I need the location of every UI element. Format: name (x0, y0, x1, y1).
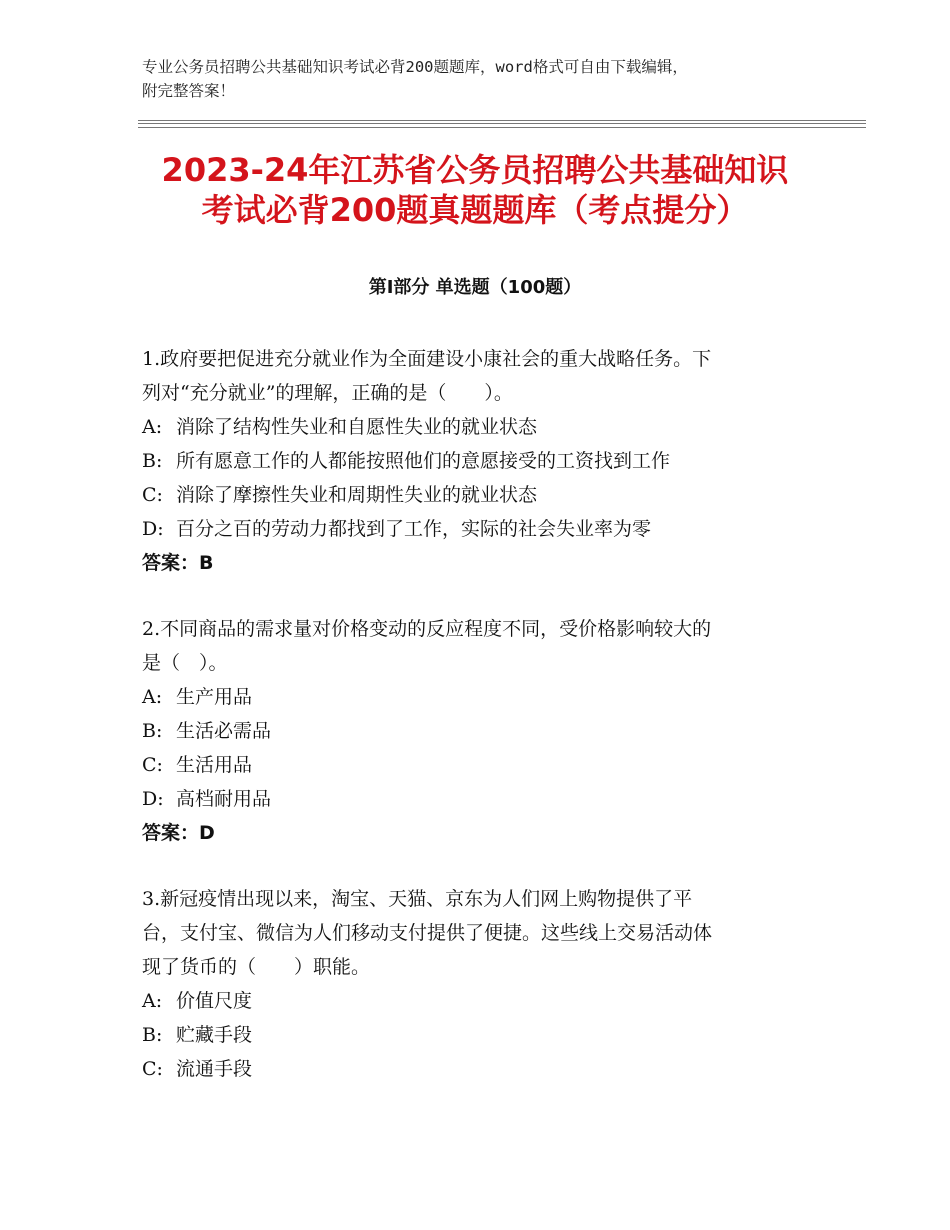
option-letter: C: (142, 1058, 163, 1080)
option-b (142, 1018, 808, 1052)
option-text: 生活用品 (176, 754, 253, 776)
option-letter: A: (142, 686, 163, 708)
section-heading: 第Ⅰ部分 单选题（100题） (368, 277, 582, 298)
document-title-line-1: 2023-24年江苏省公务员招聘公共基础知识 (161, 151, 789, 189)
question-list (142, 342, 808, 1118)
question-2 (142, 612, 808, 850)
option-letter: B: (142, 1024, 163, 1046)
option-text: 流通手段 (176, 1058, 253, 1080)
question-stem-line: 1.政府要把促进充分就业作为全面建设小康社会的重大战略任务。下 (142, 348, 712, 370)
option-letter: A: (142, 990, 163, 1012)
option-text: 所有愿意工作的人都能按照他们的意愿接受的工资找到工作 (176, 450, 671, 472)
question-3 (142, 882, 808, 1086)
question-stem-line: 台，支付宝、微信为人们移动支付提供了便捷。这些线上交易活动体 (142, 922, 713, 944)
option-text: 生活必需品 (176, 720, 272, 742)
option-letter: B: (142, 450, 163, 472)
question-stem-line: 是（ ）。 (142, 652, 228, 674)
option-text: 消除了结构性失业和自愿性失业的就业状态 (176, 416, 538, 438)
option-text: 高档耐用品 (176, 788, 272, 810)
option-letter: A: (142, 416, 163, 438)
option-b (142, 444, 808, 478)
option-letter: D: (142, 518, 164, 540)
option-letter: C: (142, 484, 163, 506)
option-a (142, 680, 808, 714)
option-c (142, 748, 808, 782)
answer-line: 答案：B (142, 552, 214, 574)
option-text: 生产用品 (176, 686, 253, 708)
header-note (142, 55, 822, 103)
header-divider (138, 120, 866, 128)
question-stem-line: 列对“充分就业”的理解，正确的是（ ）。 (142, 382, 513, 404)
option-c (142, 1052, 808, 1086)
question-stem-line: 2.不同商品的需求量对价格变动的反应程度不同，受价格影响较大的 (142, 618, 712, 640)
document-title-line-2: 考试必背200题真题题库（考点提分） (201, 191, 749, 229)
option-text: 价值尺度 (176, 990, 253, 1012)
option-c (142, 478, 808, 512)
header-note-line-2: 附完整答案！ (142, 82, 236, 100)
option-b (142, 714, 808, 748)
option-letter: D: (142, 788, 164, 810)
option-d (142, 512, 808, 546)
question-stem (142, 882, 808, 984)
option-text: 消除了摩擦性失业和周期性失业的就业状态 (176, 484, 538, 506)
option-a (142, 410, 808, 444)
document-title (100, 150, 850, 230)
option-letter: B: (142, 720, 163, 742)
header-note-line-1: 专业公务员招聘公共基础知识考试必背200题题库，word格式可自由下载编辑， (142, 58, 688, 76)
answer-line: 答案：D (142, 822, 215, 844)
option-text: 百分之百的劳动力都找到了工作，实际的社会失业率为零 (176, 518, 652, 540)
option-letter: C: (142, 754, 163, 776)
option-text: 贮藏手段 (176, 1024, 253, 1046)
question-stem (142, 342, 808, 410)
option-d (142, 782, 808, 816)
option-a (142, 984, 808, 1018)
question-stem-line: 现了货币的（ ）职能。 (142, 956, 371, 978)
question-1 (142, 342, 808, 580)
question-stem-line: 3.新冠疫情出现以来，淘宝、天猫、京东为人们网上购物提供了平 (142, 888, 693, 910)
question-stem (142, 612, 808, 680)
